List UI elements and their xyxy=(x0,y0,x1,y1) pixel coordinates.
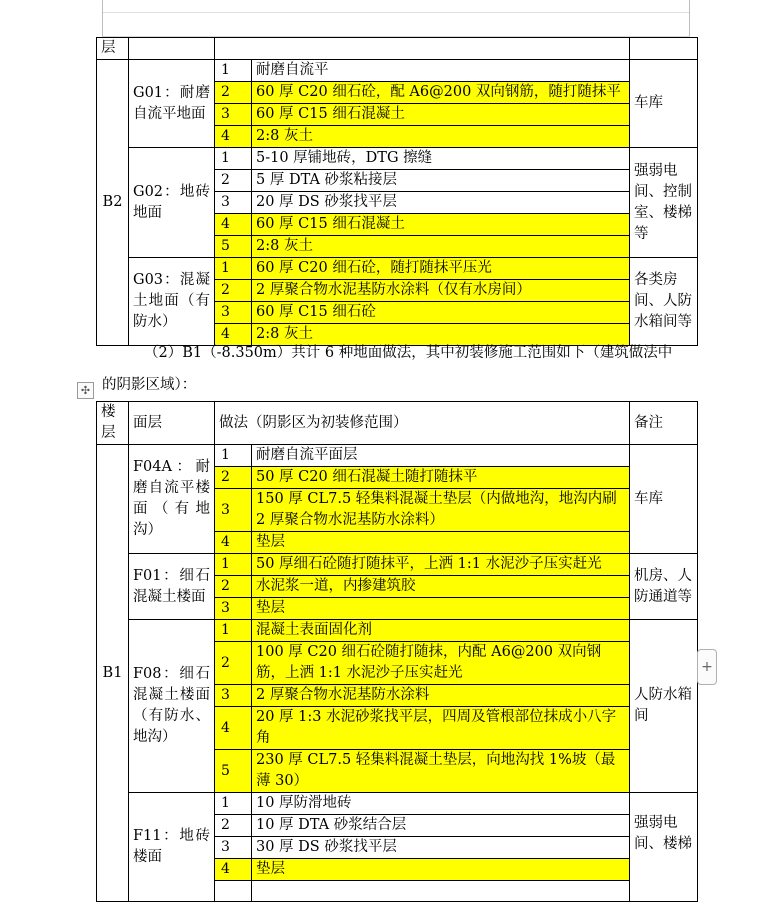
b1-floor-table xyxy=(96,401,698,902)
method-cell: 2 厚聚合物水泥基防水涂料（仅有水房间） xyxy=(252,280,630,302)
row-number: 4 xyxy=(215,532,252,554)
method-cell: 5 厚 DTA 砂浆粘接层 xyxy=(252,170,630,192)
remark-cell: 车库 xyxy=(630,60,698,148)
method-cell: 20 厚 1:3 水泥砂浆找平层，四周及管根部位抹成小八字角 xyxy=(252,707,630,750)
row-number: 3 xyxy=(215,598,252,620)
remark-cell: 车库 xyxy=(630,445,698,554)
surface-header-cell: 面层 xyxy=(129,402,215,445)
row-number: 4 xyxy=(215,324,252,346)
row-number: 1 xyxy=(215,554,252,576)
move-anchor-icon[interactable]: ✣ xyxy=(77,382,94,399)
method-cell: 2 厚聚合物水泥基防水涂料 xyxy=(252,685,630,707)
row-number: 1 xyxy=(215,793,252,815)
method-cell: 垫层 xyxy=(252,859,630,881)
b2-floor-table xyxy=(96,37,698,346)
method-cell: 20 厚 DS 砂浆找平层 xyxy=(252,192,630,214)
method-cell: 2:8 灰土 xyxy=(252,324,630,346)
method-cell: 60 厚 C15 细石砼 xyxy=(252,302,630,324)
remark-cell: 强弱电间、楼梯 xyxy=(630,793,698,902)
method-cell: 230 厚 CL7.5 轻集料混凝土垫层，向地沟找 1%坡（最薄 30） xyxy=(252,750,630,793)
row-number: 4 xyxy=(215,859,252,881)
method-cell: 60 厚 C15 细石混凝土 xyxy=(252,104,630,126)
row-number: 3 xyxy=(215,104,252,126)
row-number: 1 xyxy=(215,620,252,642)
floor-cell: B1 xyxy=(97,445,129,902)
method-cell: 150 厚 CL7.5 轻集料混凝土垫层（内做地沟，地沟内刷 2 厚聚合物水泥基防水涂料） xyxy=(252,489,630,532)
row-number: 5 xyxy=(215,750,252,793)
group-name-cell: F01：细石混凝土楼面 xyxy=(129,554,215,620)
method-cell-cut xyxy=(252,881,630,902)
row-number: 2 xyxy=(215,576,252,598)
empty-header-cell xyxy=(129,38,215,60)
row-number: 3 xyxy=(215,837,252,859)
method-cell: 100 厚 C20 细石砼随打随抹，内配 A6@200 双向钢筋，上洒 1:1 水泥沙子压实赶光 xyxy=(252,642,630,685)
method-cell: 耐磨自流平 xyxy=(252,60,630,82)
remark-cell: 强弱电间、控制室、楼梯等 xyxy=(630,148,698,258)
header-divider xyxy=(103,12,689,13)
row-number: 2 xyxy=(215,467,252,489)
method-cell: 60 厚 C15 细石混凝土 xyxy=(252,214,630,236)
method-cell: 50 厚细石砼随打随抹平，上洒 1:1 水泥沙子压实赶光 xyxy=(252,554,630,576)
paragraph-line-2: 的阴影区域）： xyxy=(102,377,197,393)
row-number-cut xyxy=(215,881,252,902)
row-number: 2 xyxy=(215,82,252,104)
row-number: 1 xyxy=(215,60,252,82)
method-cell: 50 厚 C20 细石混凝土随打随抹平 xyxy=(252,467,630,489)
method-cell: 垫层 xyxy=(252,598,630,620)
row-number: 2 xyxy=(215,815,252,837)
row-number: 4 xyxy=(215,126,252,148)
row-number: 3 xyxy=(215,192,252,214)
paragraph-line-1: （2）B1（-8.350m）共计 6 种地面做法，其中初装修施工范围如下（建筑做法中 xyxy=(144,345,673,361)
row-number: 4 xyxy=(215,214,252,236)
plus-icon[interactable]: + xyxy=(697,649,717,685)
group-name-cell: F04A：耐磨自流平楼面（有地沟） xyxy=(129,445,215,554)
floor-header-cell: 层 xyxy=(97,38,129,60)
method-cell: 60 厚 C20 细石砼，配 A6@200 双向钢筋，随打随抹平 xyxy=(252,82,630,104)
group-name-cell: F08：细石混凝土楼面（有防水、地沟） xyxy=(129,620,215,793)
page-header-area xyxy=(0,0,784,36)
row-number: 3 xyxy=(215,302,252,324)
group-name-cell: G03：混凝土地面（有防水） xyxy=(129,258,215,346)
row-number: 2 xyxy=(215,170,252,192)
header-margin-guide xyxy=(102,0,690,37)
row-number: 1 xyxy=(215,148,252,170)
floor-header-cell: 楼层 xyxy=(97,402,129,445)
remark-cell: 人防水箱间 xyxy=(630,620,698,793)
method-cell: 30 厚 DS 砂浆找平层 xyxy=(252,837,630,859)
remark-cell: 机房、人防通道等 xyxy=(630,554,698,620)
row-number: 2 xyxy=(215,642,252,685)
group-name-cell: G01：耐磨自流平地面 xyxy=(129,60,215,148)
row-number: 3 xyxy=(215,685,252,707)
row-number: 5 xyxy=(215,236,252,258)
row-number: 2 xyxy=(215,280,252,302)
method-cell: 10 厚防滑地砖 xyxy=(252,793,630,815)
row-number: 1 xyxy=(215,445,252,467)
group-name-cell: G02：地砖地面 xyxy=(129,148,215,258)
group-name-cell: F11：地砖楼面 xyxy=(129,793,215,902)
method-cell: 2:8 灰土 xyxy=(252,236,630,258)
method-cell: 10 厚 DTA 砂浆结合层 xyxy=(252,815,630,837)
row-number: 1 xyxy=(215,258,252,280)
method-cell: 水泥浆一道，内掺建筑胶 xyxy=(252,576,630,598)
method-cell: 混凝土表面固化剂 xyxy=(252,620,630,642)
remark-cell: 各类房间、人防水箱间等 xyxy=(630,258,698,346)
method-cell: 60 厚 C20 细石砼，随打随抹平压光 xyxy=(252,258,630,280)
method-cell: 垫层 xyxy=(252,532,630,554)
row-number: 4 xyxy=(215,707,252,750)
method-header-cell: 做法（阴影区为初装修范围） xyxy=(215,402,630,445)
method-cell: 2:8 灰土 xyxy=(252,126,630,148)
method-cell: 耐磨自流平面层 xyxy=(252,445,630,467)
floor-cell: B2 xyxy=(97,60,129,346)
remark-header-cell: 备注 xyxy=(630,402,698,445)
empty-header-cell xyxy=(215,38,630,60)
empty-header-cell xyxy=(630,38,698,60)
method-cell: 5-10 厚铺地砖，DTG 擦缝 xyxy=(252,148,630,170)
row-number: 3 xyxy=(215,489,252,532)
